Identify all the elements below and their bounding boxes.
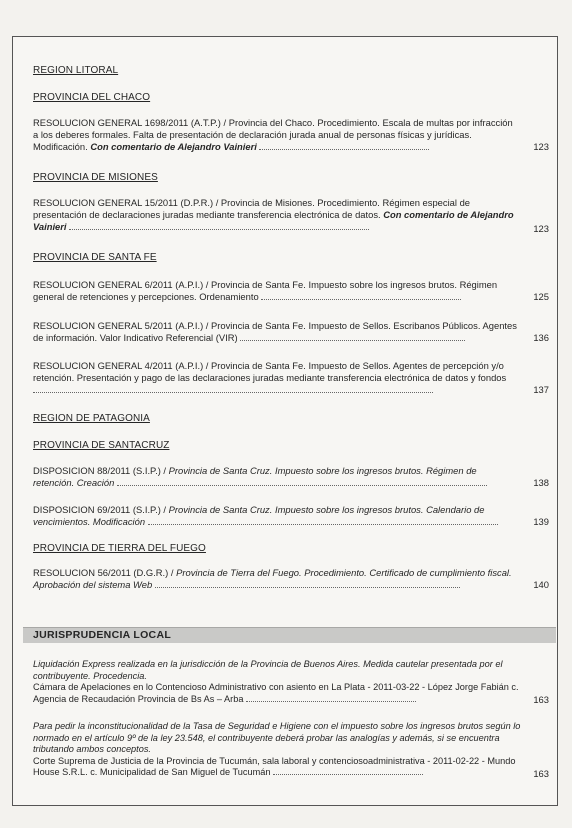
dot-leader — [273, 767, 423, 775]
entry-italic: Provincia de Tierra del Fuego. Procedimiento. Certificado de cumplimiento fiscal. Aprobación del sistema Web — [33, 567, 512, 590]
entry-comment: Con comentario de Alejandro Vainieri — [90, 141, 257, 152]
entry-text: RESOLUCION GENERAL 1698/2011 (A.T.P.) / Provincia del Chaco. Procedimiento. Escala de multas por infracción a los deberes formales. Falta de presentación de declaración jurada anual de personas físicas y jurídicas. Modificación. — [33, 117, 513, 152]
entry-res-56[interactable] — [33, 567, 518, 591]
heading-provincia-santa-fe: PROVINCIA DE SANTA FE — [33, 252, 157, 263]
case-summary: Liquidación Express realizada en la jurisdicción de la Provincia de Buenos Aires. Medida cautelar presentada por el contribuyente. Procedencia. — [33, 659, 503, 681]
heading-provincia-chaco: PROVINCIA DEL CHACO — [33, 92, 151, 103]
entry-text: DISPOSICION 69/2011 (S.I.P.) / — [33, 504, 169, 515]
entry-text: RESOLUCION GENERAL 15/2011 (D.P.R.) / Provincia de Misiones. Procedimiento. Régimen especial de presentación de declaraciones juradas mediante transferencia electrónica de datos. — [33, 197, 470, 220]
page-number: 163 — [533, 768, 549, 779]
entry-italic: Provincia de Santa Cruz. Impuesto sobre los ingresos brutos. Calendario de vencimientos. Modificación — [33, 504, 485, 527]
page-number: 140 — [533, 579, 549, 590]
entry-rg-15[interactable] — [33, 197, 518, 233]
dot-leader — [240, 333, 465, 341]
page-number: 163 — [533, 694, 549, 705]
page-number: 125 — [533, 291, 549, 302]
entry-rg-5[interactable] — [33, 320, 518, 344]
page-number: 136 — [533, 332, 549, 343]
case-court: Cámara de Apelaciones en lo Contencioso Administrativo con asiento en La Plata - 2011-03-22 - López Jorge Fabián c. Agencia de Recaudación Provincia de Bs As – Arba — [33, 682, 519, 704]
dot-leader — [246, 694, 416, 702]
dot-leader — [33, 385, 433, 393]
heading-provincia-misiones: PROVINCIA DE MISIONES — [33, 172, 158, 183]
page-number: 139 — [533, 516, 549, 527]
case-entry[interactable] — [33, 659, 523, 705]
heading-provincia-tierra-del-fuego: PROVINCIA DE TIERRA DEL FUEGO — [33, 543, 206, 554]
entry-text: RESOLUCION 56/2011 (D.G.R.) / — [33, 567, 177, 578]
dot-leader — [117, 478, 487, 486]
heading-provincia-santa-cruz: PROVINCIA DE SANTACRUZ — [33, 440, 170, 451]
entry-rg-1698[interactable] — [33, 117, 518, 153]
dot-leader — [69, 222, 369, 230]
index-page — [12, 36, 558, 806]
entry-comment: Con comentario de Alejandro Vainieri — [33, 209, 514, 232]
heading-region-litoral: REGION LITORAL — [33, 65, 119, 76]
entry-disp-69[interactable] — [33, 504, 518, 528]
page-number: 123 — [533, 141, 549, 152]
entry-disp-88[interactable] — [33, 465, 518, 489]
entry-text: RESOLUCION GENERAL 5/2011 (A.P.I.) / Provincia de Santa Fe. Impuesto de Sellos. Escribanos Públicos. Agentes de información. Valor Indicativo Referencial (VIR) — [33, 320, 517, 343]
dot-leader — [259, 142, 429, 150]
section-title: JURISPRUDENCIA LOCAL — [33, 629, 172, 641]
entry-italic: Provincia de Santa Cruz. Impuesto sobre los ingresos brutos. Régimen de retención. Creación — [33, 465, 477, 488]
page-number: 137 — [533, 384, 549, 395]
section-band-jurisprudencia — [23, 627, 556, 643]
case-court: Corte Suprema de Justicia de la Provincia de Tucumán, sala laboral y contenciosoadministrativa - 2011-02-22 - Mundo House S.R.L. c. Municipalidad de San Miguel de Tucumán — [33, 755, 516, 777]
heading-region-patagonia: REGION DE PATAGONIA — [33, 413, 150, 424]
entry-text: RESOLUCION GENERAL 4/2011 (A.P.I.) / Provincia de Santa Fe. Impuesto de Sellos. Agentes de percepción y/o retención. Presentación y pago de las declaraciones juradas mediante transferencia electrónica de datos y fondos — [33, 360, 507, 383]
entry-text: RESOLUCION GENERAL 6/2011 (A.P.I.) / Provincia de Santa Fe. Impuesto sobre los ingresos brutos. Régimen general de retenciones y percepciones. Ordenamiento — [33, 279, 498, 302]
entry-rg-4[interactable] — [33, 360, 518, 396]
dot-leader — [261, 292, 461, 300]
case-entry[interactable] — [33, 721, 523, 779]
page-number: 138 — [533, 477, 549, 488]
page-number: 123 — [533, 223, 549, 234]
case-summary: Para pedir la inconstitucionalidad de la Tasa de Seguridad e Higiene con el impuesto sobre los ingresos brutos según lo normado en el artículo 9º de la ley 23.548, el contribuyente deberá probar las analogías y además, si se encuentra tributando ambos conceptos. — [33, 721, 521, 754]
dot-leader — [155, 580, 460, 588]
entry-text: DISPOSICION 88/2011 (S.I.P.) / — [33, 465, 169, 476]
entry-rg-6[interactable] — [33, 279, 518, 303]
dot-leader — [148, 517, 498, 525]
